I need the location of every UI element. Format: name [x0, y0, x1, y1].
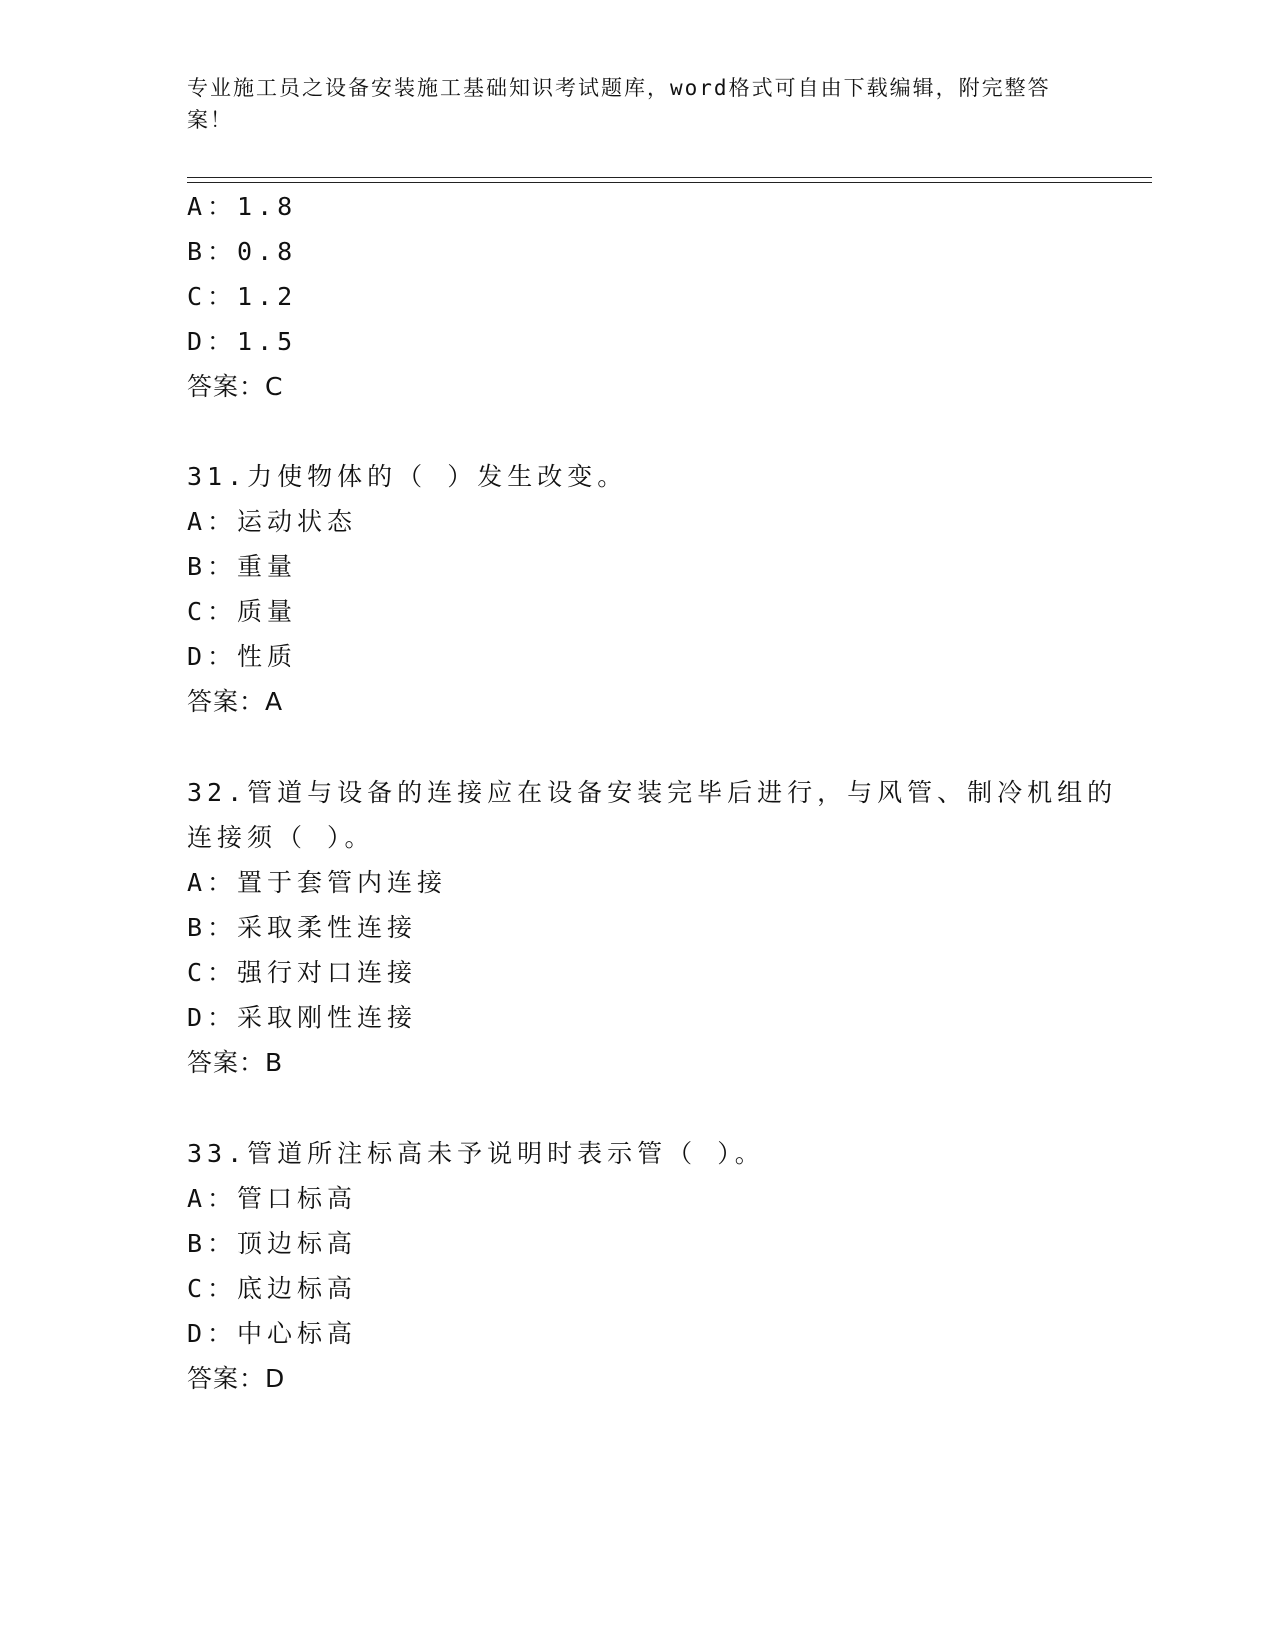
q33-option-c: C：底边标高 [187, 1274, 358, 1303]
q32-option-c: C：强行对口连接 [187, 958, 418, 987]
q33-answer: 答案：D [187, 1364, 286, 1393]
q32-stem-line1: 32.管道与设备的连接应在设备安装完毕后进行，与风管、制冷机组的 [187, 778, 1118, 807]
prev-option-d: D：1.5 [187, 327, 298, 356]
header-rule-top [187, 177, 1152, 178]
q33-option-a: A：管口标高 [187, 1184, 358, 1213]
prev-answer: 答案：C [187, 372, 284, 401]
q33-option-d: D：中心标高 [187, 1319, 358, 1348]
q31-option-b: B：重量 [187, 552, 298, 581]
document-header: 专业施工员之设备安装施工基础知识考试题库，word格式可自由下载编辑，附完整答案！ [187, 76, 1051, 132]
q31-option-a: A：运动状态 [187, 507, 358, 536]
q33-option-b: B：顶边标高 [187, 1229, 358, 1258]
q31-option-d: D：性质 [187, 642, 298, 671]
q31-answer: 答案：A [187, 687, 284, 716]
q32-option-b: B：采取柔性连接 [187, 913, 418, 942]
q32-option-a: A：置于套管内连接 [187, 868, 448, 897]
q32-answer: 答案：B [187, 1048, 284, 1077]
q31-option-c: C：质量 [187, 597, 298, 626]
q33-stem: 33.管道所注标高未予说明时表示管（ ）。 [187, 1139, 765, 1168]
prev-option-c: C：1.2 [187, 282, 298, 311]
q32-stem-line2: 连接须（ ）。 [187, 823, 375, 852]
q32-option-d: D：采取刚性连接 [187, 1003, 418, 1032]
prev-option-b: B：0.8 [187, 237, 298, 266]
q31-stem: 31.力使物体的（ ）发生改变。 [187, 462, 628, 491]
header-rule-bottom [187, 182, 1152, 183]
prev-option-a: A：1.8 [187, 192, 298, 221]
